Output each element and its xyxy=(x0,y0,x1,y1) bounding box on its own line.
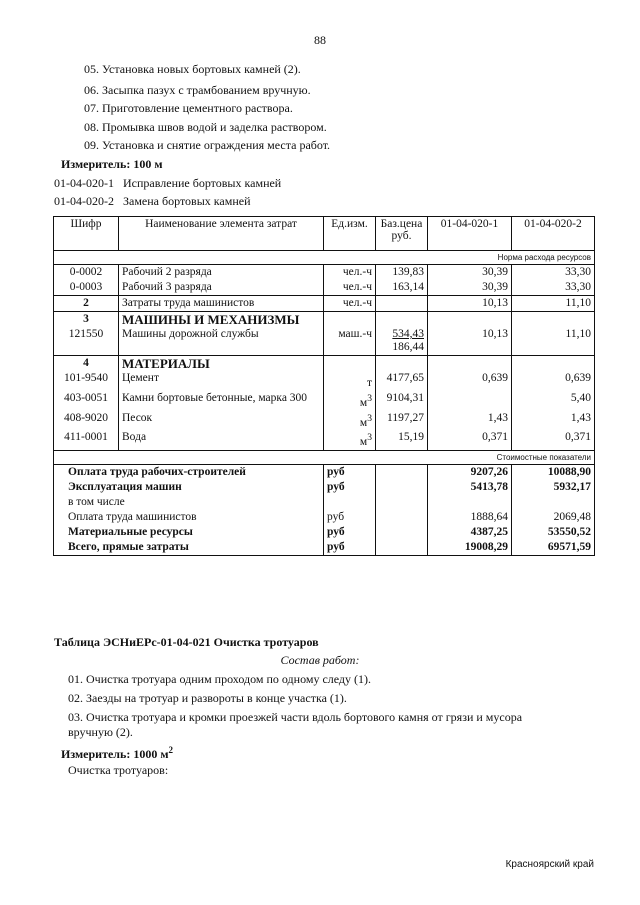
row-v1: 30,39 xyxy=(428,265,512,281)
summary-v2: 5932,17 xyxy=(512,480,595,495)
empty-cell xyxy=(512,356,595,372)
empty-cell xyxy=(376,356,428,372)
summary-row xyxy=(54,495,595,510)
code-line xyxy=(54,193,251,209)
row-v1: 0,639 xyxy=(428,371,512,391)
section-title: МАТЕРИАЛЫ xyxy=(119,356,324,372)
header-unit: Ед.изм. xyxy=(324,217,376,251)
row-unit xyxy=(324,430,376,450)
empty-cell xyxy=(376,480,428,495)
row-v1 xyxy=(428,391,512,411)
summary-v2: 2069,48 xyxy=(512,510,595,525)
summary-v1: 1888,64 xyxy=(428,510,512,525)
summary-unit: руб xyxy=(324,465,376,481)
row-code: 0-0003 xyxy=(54,280,119,296)
code-line xyxy=(54,175,281,191)
summary-v1: 9207,26 xyxy=(428,465,512,481)
row-name: Рабочий 2 разряда xyxy=(119,265,324,281)
table-row xyxy=(54,371,595,391)
table-row xyxy=(54,265,595,281)
summary-label: в том числе xyxy=(54,495,324,510)
section-4-row xyxy=(54,356,595,372)
row-price xyxy=(376,296,428,312)
table-row xyxy=(54,280,595,296)
summary-row xyxy=(54,525,595,540)
summary-row xyxy=(54,540,595,556)
summary-v2: 69571,59 xyxy=(512,540,595,556)
row-name: Цемент xyxy=(119,371,324,391)
header-col1: 01-04-020-1 xyxy=(428,217,512,251)
summary-unit: руб xyxy=(324,480,376,495)
section-3-row xyxy=(54,312,595,328)
price-main: 534,43 xyxy=(392,328,424,340)
section-2-row xyxy=(54,296,595,312)
work-step: 03. Очистка тротуара и кромки проезжей части вдоль бортового камня от грязи и мусора xyxy=(68,710,523,724)
summary-v2 xyxy=(512,495,595,510)
work-step: 02. Заезды на тротуар и развороты в конце участка (1). xyxy=(68,691,347,705)
section-code: 3 xyxy=(54,312,119,328)
row-unit xyxy=(324,391,376,411)
unit-sup: 3 xyxy=(367,392,372,404)
row-v2: 33,30 xyxy=(512,265,595,281)
row-unit: маш.-ч xyxy=(324,327,376,356)
subtitle: Очистка тротуаров: xyxy=(68,763,169,777)
code-id: 01-04-020-1 xyxy=(54,176,114,190)
row-unit: чел.-ч xyxy=(324,296,376,312)
unit-text: м xyxy=(359,416,368,429)
meter-label xyxy=(61,742,173,762)
section-code: 4 xyxy=(54,356,119,372)
empty-cell xyxy=(376,495,428,510)
row-name: Камни бортовые бетонные, марка 300 xyxy=(119,391,324,411)
row-price: 9104,31 xyxy=(376,391,428,411)
resource-table xyxy=(53,216,595,556)
code-desc: Замена бортовых камней xyxy=(123,194,251,208)
unit-text: м xyxy=(359,396,368,409)
work-step: 08. Промывка швов водой и заделка раствором. xyxy=(84,120,327,134)
row-code: 0-0002 xyxy=(54,265,119,281)
summary-unit xyxy=(324,495,376,510)
row-code: 411-0001 xyxy=(54,430,119,450)
row-v2: 0,371 xyxy=(512,430,595,450)
header-name: Наименование элемента затрат xyxy=(119,217,324,251)
summary-label: Всего, прямые затраты xyxy=(54,540,324,556)
row-price: 1197,27 xyxy=(376,411,428,431)
summary-unit: руб xyxy=(324,540,376,556)
empty-cell xyxy=(428,312,512,328)
header-col2: 01-04-020-2 xyxy=(512,217,595,251)
table-header-row xyxy=(54,217,595,251)
row-name: Песок xyxy=(119,411,324,431)
summary-row xyxy=(54,465,595,481)
empty-cell xyxy=(376,525,428,540)
summary-label: Эксплуатация машин xyxy=(54,480,324,495)
row-v1: 1,43 xyxy=(428,411,512,431)
work-step: 01. Очистка тротуара одним проходом по одному следу (1). xyxy=(68,672,372,686)
row-v2: 11,10 xyxy=(512,327,595,356)
empty-cell xyxy=(324,356,376,372)
row-v2: 11,10 xyxy=(512,296,595,312)
row-price: 139,83 xyxy=(376,265,428,281)
price-secondary: 186,44 xyxy=(392,341,424,353)
unit-text: м xyxy=(359,436,368,449)
empty-cell xyxy=(512,312,595,328)
row-name: Вода xyxy=(119,430,324,450)
meter-sup: 2 xyxy=(168,745,174,755)
page-number: 88 xyxy=(314,33,326,47)
summary-v2: 53550,52 xyxy=(512,525,595,540)
table-row xyxy=(54,430,595,450)
row-v1: 10,13 xyxy=(428,296,512,312)
row-price: 4177,65 xyxy=(376,371,428,391)
summary-unit: руб xyxy=(324,525,376,540)
footer-region: Красноярский край xyxy=(505,859,594,870)
row-v2: 1,43 xyxy=(512,411,595,431)
cost-note-row xyxy=(54,451,595,465)
row-unit: чел.-ч xyxy=(324,280,376,296)
cost-note: Стоимостные показатели xyxy=(54,451,595,465)
empty-cell xyxy=(376,465,428,481)
summary-unit: руб xyxy=(324,510,376,525)
header-code: Шифр xyxy=(54,217,119,251)
norm-note-row xyxy=(54,251,595,265)
section-title: МАШИНЫ И МЕХАНИЗМЫ xyxy=(119,312,324,328)
work-step: 06. Засыпка пазух с трамбованием вручную. xyxy=(84,83,311,97)
table-row xyxy=(54,327,595,356)
row-code: 101-9540 xyxy=(54,371,119,391)
row-unit xyxy=(324,371,376,391)
row-price xyxy=(376,327,428,356)
row-v1: 0,371 xyxy=(428,430,512,450)
empty-cell xyxy=(324,312,376,328)
empty-cell xyxy=(428,356,512,372)
meter-label: Измеритель: 100 м xyxy=(61,157,163,171)
work-step: вручную (2). xyxy=(68,725,133,739)
row-v2: 5,40 xyxy=(512,391,595,411)
row-name: Рабочий 3 разряда xyxy=(119,280,324,296)
summary-v1 xyxy=(428,495,512,510)
row-v1: 10,13 xyxy=(428,327,512,356)
row-code: 121550 xyxy=(54,327,119,356)
summary-label: Материальные ресурсы xyxy=(54,525,324,540)
summary-v1: 19008,29 xyxy=(428,540,512,556)
row-v2: 0,639 xyxy=(512,371,595,391)
row-unit xyxy=(324,411,376,431)
row-price: 163,14 xyxy=(376,280,428,296)
composition-heading: Состав работ: xyxy=(280,653,360,667)
summary-label: Оплата труда рабочих-строителей xyxy=(54,465,324,481)
empty-cell xyxy=(376,312,428,328)
row-name: Затраты труда машинистов xyxy=(119,296,324,312)
row-name: Машины дорожной службы xyxy=(119,327,324,356)
row-code: 408-9020 xyxy=(54,411,119,431)
code-id: 01-04-020-2 xyxy=(54,194,114,208)
row-price: 15,19 xyxy=(376,430,428,450)
summary-v1: 4387,25 xyxy=(428,525,512,540)
row-code: 2 xyxy=(54,296,119,312)
row-unit: чел.-ч xyxy=(324,265,376,281)
code-desc: Исправление бортовых камней xyxy=(123,176,282,190)
summary-row xyxy=(54,480,595,495)
header-price: Баз.цена руб. xyxy=(376,217,428,251)
summary-v1: 5413,78 xyxy=(428,480,512,495)
table2-title: Таблица ЭСНиЕРс-01-04-021 Очистка тротуаров xyxy=(54,635,319,649)
row-code: 403-0051 xyxy=(54,391,119,411)
summary-row xyxy=(54,510,595,525)
summary-label: Оплата труда машинистов xyxy=(54,510,324,525)
table-row xyxy=(54,411,595,431)
row-v1: 30,39 xyxy=(428,280,512,296)
summary-v2: 10088,90 xyxy=(512,465,595,481)
work-step: 09. Установка и снятие ограждения места работ. xyxy=(84,138,331,152)
work-step: 05. Установка новых бортовых камней (2). xyxy=(84,62,301,76)
unit-text: т xyxy=(366,376,372,389)
empty-cell xyxy=(376,540,428,556)
norm-note: Норма расхода ресурсов xyxy=(54,251,595,265)
work-step: 07. Приготовление цементного раствора. xyxy=(84,101,293,115)
table-row xyxy=(54,391,595,411)
unit-sup: 3 xyxy=(367,412,372,424)
unit-sup: 3 xyxy=(367,432,372,444)
row-v2: 33,30 xyxy=(512,280,595,296)
meter-text: Измеритель: 1000 м xyxy=(61,747,169,761)
empty-cell xyxy=(376,510,428,525)
